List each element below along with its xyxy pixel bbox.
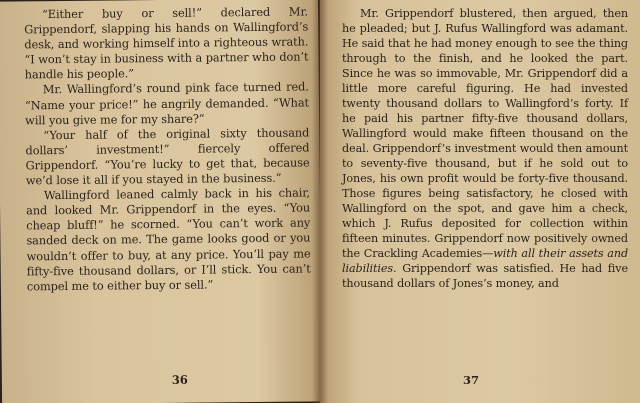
book-gutter bbox=[312, 0, 328, 403]
right-page-number: 37 bbox=[463, 373, 480, 387]
right-page bbox=[320, 0, 640, 403]
left-paragraph-4: Wallingford leaned calmly back in his chair, and looked Mr. Grippendorf in the eyes. “You cheap bluff!” he scorned. “You can’t work any sanded deck on me. The game looks good or you wouldn’t offer to buy, at any price. You’ll pay me fifty-five thousand dollars, or I’ll stick. You can’t compel me to either buy or sell.” bbox=[26, 185, 311, 294]
right-paragraph-text-before: Mr. Grippendorf blustered, then argued, then he pleaded; but J. Rufus Wallingford was adamant. He said that he had money enough to see the thing through to the finish, and he looked the part. Since he was so immovable, Mr. Grippendorf did a little more careful figuring. He had invested twenty thousand dollars to Wallingford’s forty. If he paid his partner fifty-five thousand dollars, Wallingford would make fifteen thousand on the deal. Grippendorf’s investment would then amount to seventy-five thousand, but if he sold out to Jones, his own profit would be forty-five thousand. Those figures being satisfactory, he closed with Wallingford on the spot, and gave him a check, which J. Rufus deposited for collection within fifteen minutes. Grippendorf now positively owned the Crackling Academies— bbox=[342, 7, 628, 260]
right-paragraph bbox=[342, 6, 628, 291]
left-paragraph-3: “Your half of the original sixty thousand dollars’ investment!” fiercely offered Grippendorf. “You’re lucky to get that, because we’d lose it all if you stayed in the business.” bbox=[25, 125, 310, 188]
left-paragraph-2: Mr. Wallingford’s round pink face turned red. “Name your price!” he angrily demanded. “What will you give me for my share?” bbox=[24, 79, 310, 128]
right-paragraph-text-after: Grippendorf was satisfied. He had five thousand dollars of Jones’s money, and bbox=[342, 262, 628, 290]
left-page-number: 36 bbox=[171, 372, 188, 387]
right-paragraph-italic-phrase: with all their assets and liabilities. bbox=[342, 247, 629, 275]
left-paragraph-1: “Either buy or sell!” declared Mr. Grippendorf, slapping his hands on Wallingford’s desk, and working himself into a righteous wrath. “I won’t stay in business with a partner who don’t handle his people.” bbox=[24, 4, 309, 82]
